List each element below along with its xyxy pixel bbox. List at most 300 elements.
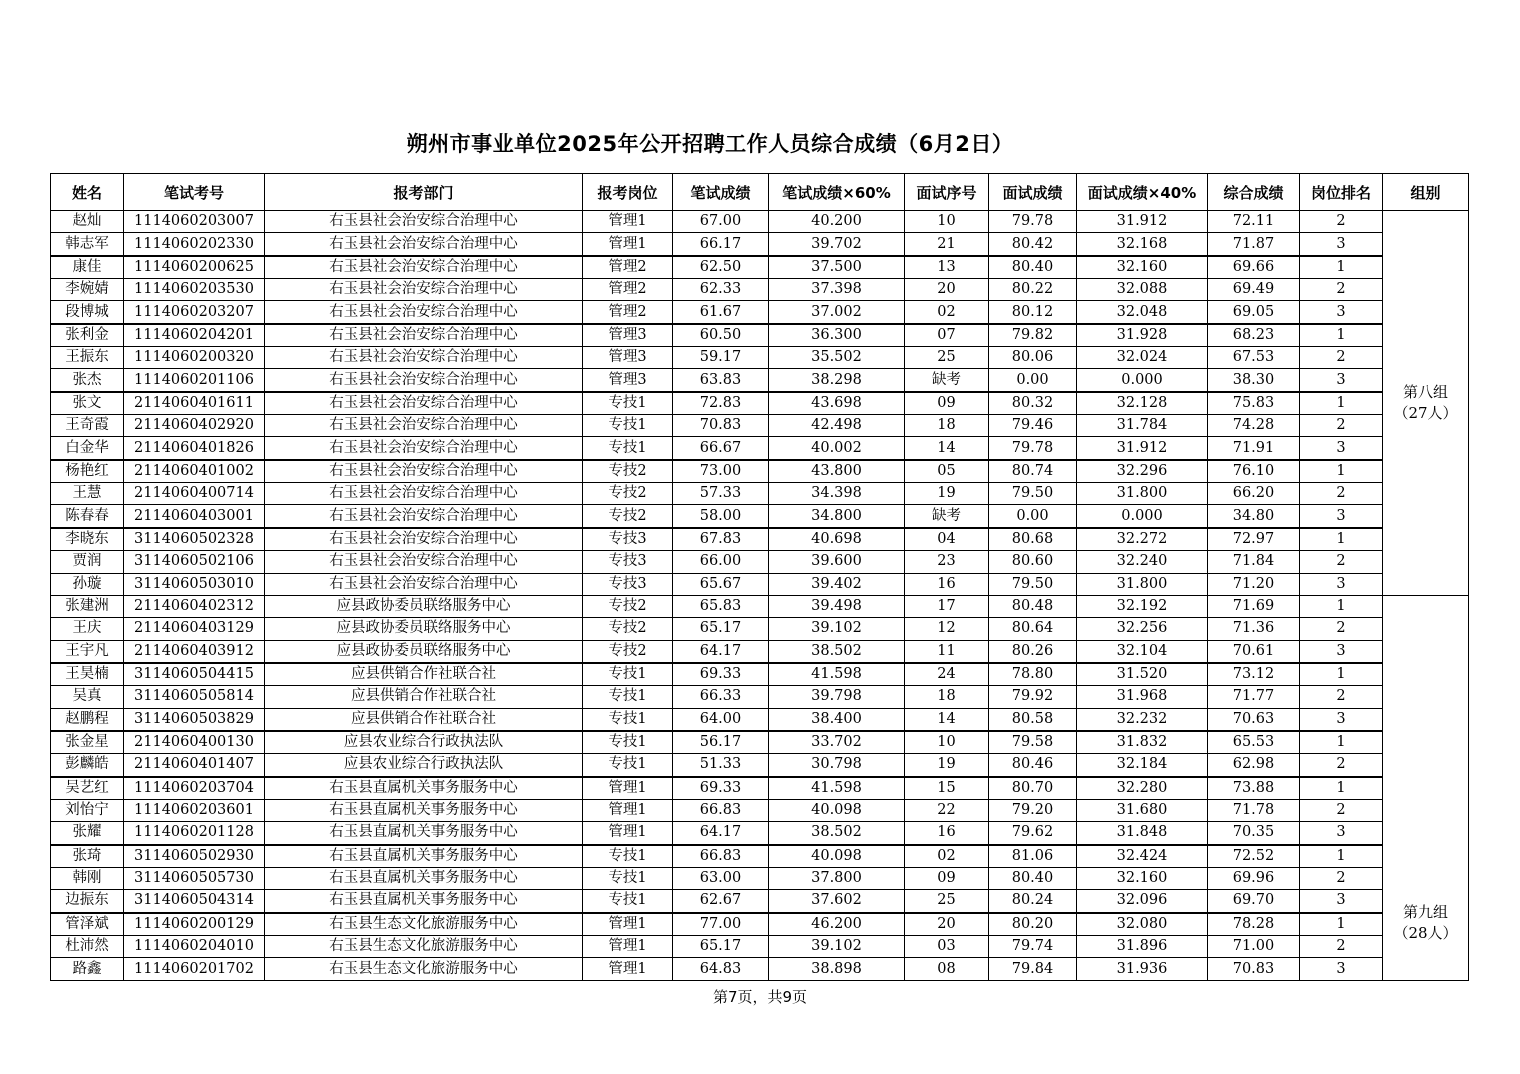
written-score-cell: 64.17 bbox=[673, 822, 769, 845]
name-cell: 刘怡宁 bbox=[51, 799, 124, 821]
table-row bbox=[51, 505, 1469, 528]
rank-cell: 1 bbox=[1300, 731, 1383, 754]
column-header: 综合成绩 bbox=[1208, 174, 1300, 211]
rank-cell: 1 bbox=[1300, 913, 1383, 936]
position-cell: 专技1 bbox=[583, 754, 673, 777]
name-cell: 李晓东 bbox=[51, 528, 124, 551]
rank-cell: 1 bbox=[1300, 663, 1383, 686]
table-row bbox=[51, 483, 1469, 505]
name-cell: 张文 bbox=[51, 392, 124, 415]
written-weighted-cell: 38.400 bbox=[769, 708, 905, 731]
department-cell: 右玉县社会治安综合治理中心 bbox=[265, 483, 583, 505]
group-name: 第九组 bbox=[1402, 902, 1448, 921]
rank-cell: 3 bbox=[1300, 437, 1383, 460]
name-cell: 杜沛然 bbox=[51, 936, 124, 958]
interview-weighted-cell: 31.800 bbox=[1077, 483, 1208, 505]
interview-score-cell: 79.50 bbox=[989, 573, 1077, 595]
department-cell: 应县供销合作社联合社 bbox=[265, 708, 583, 731]
interview-score-cell: 80.06 bbox=[989, 347, 1077, 369]
interview-weighted-cell: 31.896 bbox=[1077, 936, 1208, 958]
written-weighted-cell: 39.798 bbox=[769, 686, 905, 708]
page-footer: 第7页，共9页 bbox=[712, 988, 808, 1006]
rank-cell: 1 bbox=[1300, 777, 1383, 800]
name-cell: 王昊楠 bbox=[51, 663, 124, 686]
written-weighted-cell: 40.098 bbox=[769, 845, 905, 868]
interview-score-cell: 80.24 bbox=[989, 890, 1077, 913]
position-cell: 专技1 bbox=[583, 708, 673, 731]
name-cell: 张耀 bbox=[51, 822, 124, 845]
written-score-cell: 63.00 bbox=[673, 867, 769, 889]
total-score-cell: 70.63 bbox=[1208, 708, 1300, 731]
interview-order-cell: 04 bbox=[905, 528, 989, 551]
rank-cell: 2 bbox=[1300, 799, 1383, 821]
exam-id-cell: 1114060201128 bbox=[124, 822, 265, 845]
exam-id-cell: 2114060403912 bbox=[124, 640, 265, 663]
position-cell: 管理1 bbox=[583, 777, 673, 800]
group-name: 第八组 bbox=[1402, 382, 1448, 401]
table-row bbox=[51, 890, 1469, 913]
name-cell: 张金星 bbox=[51, 731, 124, 754]
column-header: 组别 bbox=[1383, 174, 1469, 211]
position-cell: 专技2 bbox=[583, 460, 673, 483]
position-cell: 管理2 bbox=[583, 301, 673, 324]
total-score-cell: 69.49 bbox=[1208, 279, 1300, 301]
interview-order-cell: 09 bbox=[905, 392, 989, 415]
written-weighted-cell: 37.500 bbox=[769, 256, 905, 279]
position-cell: 管理1 bbox=[583, 211, 673, 233]
name-cell: 张利金 bbox=[51, 324, 124, 347]
rank-cell: 3 bbox=[1300, 369, 1383, 392]
interview-score-cell: 80.40 bbox=[989, 867, 1077, 889]
exam-id-cell: 3114060502930 bbox=[124, 845, 265, 868]
interview-score-cell: 79.58 bbox=[989, 731, 1077, 754]
interview-score-cell: 0.00 bbox=[989, 505, 1077, 528]
written-weighted-cell: 42.498 bbox=[769, 415, 905, 437]
exam-id-cell: 1114060204010 bbox=[124, 936, 265, 958]
column-header: 报考岗位 bbox=[583, 174, 673, 211]
department-cell: 右玉县社会治安综合治理中心 bbox=[265, 528, 583, 551]
written-weighted-cell: 38.502 bbox=[769, 822, 905, 845]
exam-id-cell: 1114060201106 bbox=[124, 369, 265, 392]
department-cell: 右玉县生态文化旅游服务中心 bbox=[265, 913, 583, 936]
interview-score-cell: 80.48 bbox=[989, 595, 1077, 617]
interview-order-cell: 缺考 bbox=[905, 369, 989, 392]
interview-score-cell: 0.00 bbox=[989, 369, 1077, 392]
interview-order-cell: 18 bbox=[905, 415, 989, 437]
written-score-cell: 72.83 bbox=[673, 392, 769, 415]
written-weighted-cell: 34.800 bbox=[769, 505, 905, 528]
position-cell: 专技3 bbox=[583, 528, 673, 551]
written-weighted-cell: 34.398 bbox=[769, 483, 905, 505]
interview-order-cell: 16 bbox=[905, 822, 989, 845]
written-weighted-cell: 39.102 bbox=[769, 936, 905, 958]
department-cell: 右玉县社会治安综合治理中心 bbox=[265, 437, 583, 460]
interview-order-cell: 14 bbox=[905, 437, 989, 460]
table-row bbox=[51, 867, 1469, 889]
table-row bbox=[51, 913, 1469, 936]
interview-weighted-cell: 32.184 bbox=[1077, 754, 1208, 777]
name-cell: 张琦 bbox=[51, 845, 124, 868]
exam-id-cell: 2114060401002 bbox=[124, 460, 265, 483]
department-cell: 右玉县社会治安综合治理中心 bbox=[265, 369, 583, 392]
table-row bbox=[51, 392, 1469, 415]
interview-order-cell: 16 bbox=[905, 573, 989, 595]
interview-order-cell: 02 bbox=[905, 301, 989, 324]
table-row bbox=[51, 595, 1469, 617]
department-cell: 右玉县社会治安综合治理中心 bbox=[265, 415, 583, 437]
interview-weighted-cell: 31.848 bbox=[1077, 822, 1208, 845]
written-weighted-cell: 39.102 bbox=[769, 618, 905, 640]
name-cell: 赵鹏程 bbox=[51, 708, 124, 731]
position-cell: 专技1 bbox=[583, 663, 673, 686]
table-row bbox=[51, 551, 1469, 573]
score-table bbox=[50, 173, 1469, 981]
written-score-cell: 70.83 bbox=[673, 415, 769, 437]
interview-score-cell: 79.82 bbox=[989, 324, 1077, 347]
table-row bbox=[51, 958, 1469, 980]
exam-id-cell: 1114060202330 bbox=[124, 233, 265, 256]
column-header: 面试成绩 bbox=[989, 174, 1077, 211]
department-cell: 右玉县社会治安综合治理中心 bbox=[265, 392, 583, 415]
written-score-cell: 59.17 bbox=[673, 347, 769, 369]
group-count: （28人） bbox=[1393, 923, 1458, 942]
interview-weighted-cell: 0.000 bbox=[1077, 369, 1208, 392]
department-cell: 右玉县社会治安综合治理中心 bbox=[265, 551, 583, 573]
name-cell: 孙璇 bbox=[51, 573, 124, 595]
exam-id-cell: 1114060203530 bbox=[124, 279, 265, 301]
interview-weighted-cell: 32.256 bbox=[1077, 618, 1208, 640]
position-cell: 管理2 bbox=[583, 256, 673, 279]
total-score-cell: 71.84 bbox=[1208, 551, 1300, 573]
interview-order-cell: 20 bbox=[905, 913, 989, 936]
written-weighted-cell: 36.300 bbox=[769, 324, 905, 347]
written-weighted-cell: 41.598 bbox=[769, 663, 905, 686]
interview-score-cell: 79.78 bbox=[989, 211, 1077, 233]
position-cell: 专技2 bbox=[583, 483, 673, 505]
interview-order-cell: 缺考 bbox=[905, 505, 989, 528]
total-score-cell: 69.66 bbox=[1208, 256, 1300, 279]
rank-cell: 2 bbox=[1300, 279, 1383, 301]
total-score-cell: 70.61 bbox=[1208, 640, 1300, 663]
rank-cell: 2 bbox=[1300, 415, 1383, 437]
written-weighted-cell: 39.402 bbox=[769, 573, 905, 595]
interview-score-cell: 79.20 bbox=[989, 799, 1077, 821]
column-header: 笔试考号 bbox=[124, 174, 265, 211]
exam-id-cell: 3114060503829 bbox=[124, 708, 265, 731]
rank-cell: 3 bbox=[1300, 233, 1383, 256]
interview-order-cell: 14 bbox=[905, 708, 989, 731]
interview-score-cell: 79.74 bbox=[989, 936, 1077, 958]
position-cell: 专技1 bbox=[583, 415, 673, 437]
table-row bbox=[51, 777, 1469, 800]
written-score-cell: 66.00 bbox=[673, 551, 769, 573]
interview-score-cell: 81.06 bbox=[989, 845, 1077, 868]
name-cell: 彭麟皓 bbox=[51, 754, 124, 777]
department-cell: 右玉县生态文化旅游服务中心 bbox=[265, 958, 583, 980]
written-score-cell: 63.83 bbox=[673, 369, 769, 392]
total-score-cell: 71.00 bbox=[1208, 936, 1300, 958]
total-score-cell: 73.88 bbox=[1208, 777, 1300, 800]
exam-id-cell: 1114060203007 bbox=[124, 211, 265, 233]
interview-weighted-cell: 32.232 bbox=[1077, 708, 1208, 731]
interview-order-cell: 02 bbox=[905, 845, 989, 868]
total-score-cell: 71.20 bbox=[1208, 573, 1300, 595]
column-header: 笔试成绩 bbox=[673, 174, 769, 211]
table-row bbox=[51, 256, 1469, 279]
interview-order-cell: 25 bbox=[905, 347, 989, 369]
interview-weighted-cell: 32.088 bbox=[1077, 279, 1208, 301]
interview-score-cell: 80.68 bbox=[989, 528, 1077, 551]
interview-weighted-cell: 32.168 bbox=[1077, 233, 1208, 256]
name-cell: 管泽斌 bbox=[51, 913, 124, 936]
name-cell: 杨艳红 bbox=[51, 460, 124, 483]
interview-order-cell: 17 bbox=[905, 595, 989, 617]
interview-weighted-cell: 32.272 bbox=[1077, 528, 1208, 551]
table-body bbox=[51, 211, 1469, 981]
department-cell: 右玉县社会治安综合治理中心 bbox=[265, 279, 583, 301]
interview-order-cell: 11 bbox=[905, 640, 989, 663]
interview-weighted-cell: 32.240 bbox=[1077, 551, 1208, 573]
interview-score-cell: 80.32 bbox=[989, 392, 1077, 415]
rank-cell: 2 bbox=[1300, 347, 1383, 369]
position-cell: 专技2 bbox=[583, 640, 673, 663]
written-score-cell: 65.17 bbox=[673, 618, 769, 640]
total-score-cell: 38.30 bbox=[1208, 369, 1300, 392]
table-row bbox=[51, 640, 1469, 663]
rank-cell: 3 bbox=[1300, 822, 1383, 845]
written-weighted-cell: 39.600 bbox=[769, 551, 905, 573]
written-score-cell: 65.17 bbox=[673, 936, 769, 958]
written-weighted-cell: 37.398 bbox=[769, 279, 905, 301]
written-weighted-cell: 43.698 bbox=[769, 392, 905, 415]
rank-cell: 1 bbox=[1300, 324, 1383, 347]
total-score-cell: 75.83 bbox=[1208, 392, 1300, 415]
table-row bbox=[51, 233, 1469, 256]
rank-cell: 2 bbox=[1300, 211, 1383, 233]
position-cell: 专技1 bbox=[583, 867, 673, 889]
group-cell bbox=[1383, 211, 1469, 596]
exam-id-cell: 1114060200129 bbox=[124, 913, 265, 936]
department-cell: 应县政协委员联络服务中心 bbox=[265, 640, 583, 663]
position-cell: 管理3 bbox=[583, 369, 673, 392]
interview-weighted-cell: 32.104 bbox=[1077, 640, 1208, 663]
table-row bbox=[51, 347, 1469, 369]
position-cell: 专技3 bbox=[583, 573, 673, 595]
interview-weighted-cell: 31.520 bbox=[1077, 663, 1208, 686]
interview-order-cell: 20 bbox=[905, 279, 989, 301]
rank-cell: 3 bbox=[1300, 640, 1383, 663]
written-score-cell: 64.17 bbox=[673, 640, 769, 663]
interview-order-cell: 19 bbox=[905, 754, 989, 777]
table-row bbox=[51, 663, 1469, 686]
position-cell: 管理1 bbox=[583, 913, 673, 936]
interview-score-cell: 79.62 bbox=[989, 822, 1077, 845]
position-cell: 专技1 bbox=[583, 731, 673, 754]
department-cell: 右玉县社会治安综合治理中心 bbox=[265, 573, 583, 595]
interview-weighted-cell: 31.936 bbox=[1077, 958, 1208, 980]
department-cell: 右玉县社会治安综合治理中心 bbox=[265, 256, 583, 279]
written-score-cell: 77.00 bbox=[673, 913, 769, 936]
written-score-cell: 62.67 bbox=[673, 890, 769, 913]
department-cell: 右玉县社会治安综合治理中心 bbox=[265, 324, 583, 347]
exam-id-cell: 2114060402920 bbox=[124, 415, 265, 437]
written-score-cell: 73.00 bbox=[673, 460, 769, 483]
interview-weighted-cell: 32.048 bbox=[1077, 301, 1208, 324]
interview-weighted-cell: 32.192 bbox=[1077, 595, 1208, 617]
position-cell: 管理1 bbox=[583, 936, 673, 958]
table-row bbox=[51, 573, 1469, 595]
table-row bbox=[51, 936, 1469, 958]
name-cell: 韩刚 bbox=[51, 867, 124, 889]
name-cell: 康佳 bbox=[51, 256, 124, 279]
group-count: （27人） bbox=[1393, 403, 1458, 422]
interview-order-cell: 12 bbox=[905, 618, 989, 640]
department-cell: 右玉县社会治安综合治理中心 bbox=[265, 211, 583, 233]
table-row bbox=[51, 845, 1469, 868]
interview-weighted-cell: 31.968 bbox=[1077, 686, 1208, 708]
position-cell: 专技2 bbox=[583, 595, 673, 617]
written-score-cell: 66.83 bbox=[673, 799, 769, 821]
department-cell: 右玉县社会治安综合治理中心 bbox=[265, 347, 583, 369]
position-cell: 专技2 bbox=[583, 505, 673, 528]
written-weighted-cell: 46.200 bbox=[769, 913, 905, 936]
position-cell: 管理2 bbox=[583, 279, 673, 301]
table-row bbox=[51, 211, 1469, 233]
interview-order-cell: 13 bbox=[905, 256, 989, 279]
position-cell: 专技1 bbox=[583, 686, 673, 708]
written-score-cell: 62.33 bbox=[673, 279, 769, 301]
total-score-cell: 68.23 bbox=[1208, 324, 1300, 347]
rank-cell: 3 bbox=[1300, 505, 1383, 528]
exam-id-cell: 3114060502106 bbox=[124, 551, 265, 573]
department-cell: 右玉县社会治安综合治理中心 bbox=[265, 301, 583, 324]
written-weighted-cell: 30.798 bbox=[769, 754, 905, 777]
column-header: 面试成绩×40% bbox=[1077, 174, 1208, 211]
exam-id-cell: 1114060200320 bbox=[124, 347, 265, 369]
page-title: 朔州市事业单位2025年公开招聘工作人员综合成绩（6月2日） bbox=[406, 132, 1014, 156]
interview-weighted-cell: 32.160 bbox=[1077, 867, 1208, 889]
name-cell: 王宇凡 bbox=[51, 640, 124, 663]
rank-cell: 2 bbox=[1300, 618, 1383, 640]
interview-score-cell: 78.80 bbox=[989, 663, 1077, 686]
table-row bbox=[51, 460, 1469, 483]
total-score-cell: 76.10 bbox=[1208, 460, 1300, 483]
written-score-cell: 66.33 bbox=[673, 686, 769, 708]
table-row bbox=[51, 799, 1469, 821]
table-row bbox=[51, 708, 1469, 731]
column-header: 报考部门 bbox=[265, 174, 583, 211]
written-weighted-cell: 39.498 bbox=[769, 595, 905, 617]
position-cell: 管理1 bbox=[583, 799, 673, 821]
table-row bbox=[51, 618, 1469, 640]
position-cell: 管理1 bbox=[583, 822, 673, 845]
table-row bbox=[51, 415, 1469, 437]
total-score-cell: 72.97 bbox=[1208, 528, 1300, 551]
name-cell: 张杰 bbox=[51, 369, 124, 392]
interview-weighted-cell: 31.800 bbox=[1077, 573, 1208, 595]
written-score-cell: 56.17 bbox=[673, 731, 769, 754]
table-row bbox=[51, 279, 1469, 301]
rank-cell: 2 bbox=[1300, 867, 1383, 889]
written-score-cell: 66.17 bbox=[673, 233, 769, 256]
written-weighted-cell: 40.200 bbox=[769, 211, 905, 233]
interview-score-cell: 80.42 bbox=[989, 233, 1077, 256]
written-weighted-cell: 43.800 bbox=[769, 460, 905, 483]
interview-score-cell: 79.50 bbox=[989, 483, 1077, 505]
interview-order-cell: 21 bbox=[905, 233, 989, 256]
interview-order-cell: 25 bbox=[905, 890, 989, 913]
written-score-cell: 65.67 bbox=[673, 573, 769, 595]
exam-id-cell: 2114060400714 bbox=[124, 483, 265, 505]
name-cell: 赵灿 bbox=[51, 211, 124, 233]
column-header: 姓名 bbox=[51, 174, 124, 211]
table-row bbox=[51, 528, 1469, 551]
exam-id-cell: 1114060204201 bbox=[124, 324, 265, 347]
department-cell: 应县农业综合行政执法队 bbox=[265, 754, 583, 777]
department-cell: 右玉县直属机关事务服务中心 bbox=[265, 890, 583, 913]
exam-id-cell: 2114060401407 bbox=[124, 754, 265, 777]
exam-id-cell: 1114060203704 bbox=[124, 777, 265, 800]
interview-weighted-cell: 32.280 bbox=[1077, 777, 1208, 800]
name-cell: 张建洲 bbox=[51, 595, 124, 617]
interview-order-cell: 08 bbox=[905, 958, 989, 980]
interview-score-cell: 80.20 bbox=[989, 913, 1077, 936]
table-row bbox=[51, 731, 1469, 754]
interview-score-cell: 79.92 bbox=[989, 686, 1077, 708]
name-cell: 段博城 bbox=[51, 301, 124, 324]
written-score-cell: 62.50 bbox=[673, 256, 769, 279]
exam-id-cell: 3114060502328 bbox=[124, 528, 265, 551]
interview-order-cell: 15 bbox=[905, 777, 989, 800]
name-cell: 王慧 bbox=[51, 483, 124, 505]
interview-order-cell: 05 bbox=[905, 460, 989, 483]
written-weighted-cell: 40.698 bbox=[769, 528, 905, 551]
position-cell: 专技1 bbox=[583, 437, 673, 460]
table-row bbox=[51, 324, 1469, 347]
position-cell: 管理3 bbox=[583, 324, 673, 347]
table-row bbox=[51, 754, 1469, 777]
position-cell: 专技1 bbox=[583, 392, 673, 415]
exam-id-cell: 1114060203601 bbox=[124, 799, 265, 821]
rank-cell: 2 bbox=[1300, 936, 1383, 958]
department-cell: 右玉县直属机关事务服务中心 bbox=[265, 867, 583, 889]
name-cell: 王庆 bbox=[51, 618, 124, 640]
written-score-cell: 69.33 bbox=[673, 663, 769, 686]
rank-cell: 2 bbox=[1300, 483, 1383, 505]
total-score-cell: 71.78 bbox=[1208, 799, 1300, 821]
name-cell: 李婉婧 bbox=[51, 279, 124, 301]
interview-score-cell: 80.26 bbox=[989, 640, 1077, 663]
department-cell: 应县政协委员联络服务中心 bbox=[265, 618, 583, 640]
name-cell: 白金华 bbox=[51, 437, 124, 460]
exam-id-cell: 2114060401611 bbox=[124, 392, 265, 415]
exam-id-cell: 2114060402312 bbox=[124, 595, 265, 617]
total-score-cell: 66.20 bbox=[1208, 483, 1300, 505]
position-cell: 专技2 bbox=[583, 618, 673, 640]
column-header: 面试序号 bbox=[905, 174, 989, 211]
written-weighted-cell: 37.602 bbox=[769, 890, 905, 913]
interview-order-cell: 09 bbox=[905, 867, 989, 889]
rank-cell: 3 bbox=[1300, 708, 1383, 731]
interview-weighted-cell: 32.128 bbox=[1077, 392, 1208, 415]
position-cell: 管理1 bbox=[583, 233, 673, 256]
total-score-cell: 71.77 bbox=[1208, 686, 1300, 708]
interview-order-cell: 22 bbox=[905, 799, 989, 821]
written-weighted-cell: 38.502 bbox=[769, 640, 905, 663]
department-cell: 应县政协委员联络服务中心 bbox=[265, 595, 583, 617]
total-score-cell: 34.80 bbox=[1208, 505, 1300, 528]
position-cell: 管理1 bbox=[583, 958, 673, 980]
